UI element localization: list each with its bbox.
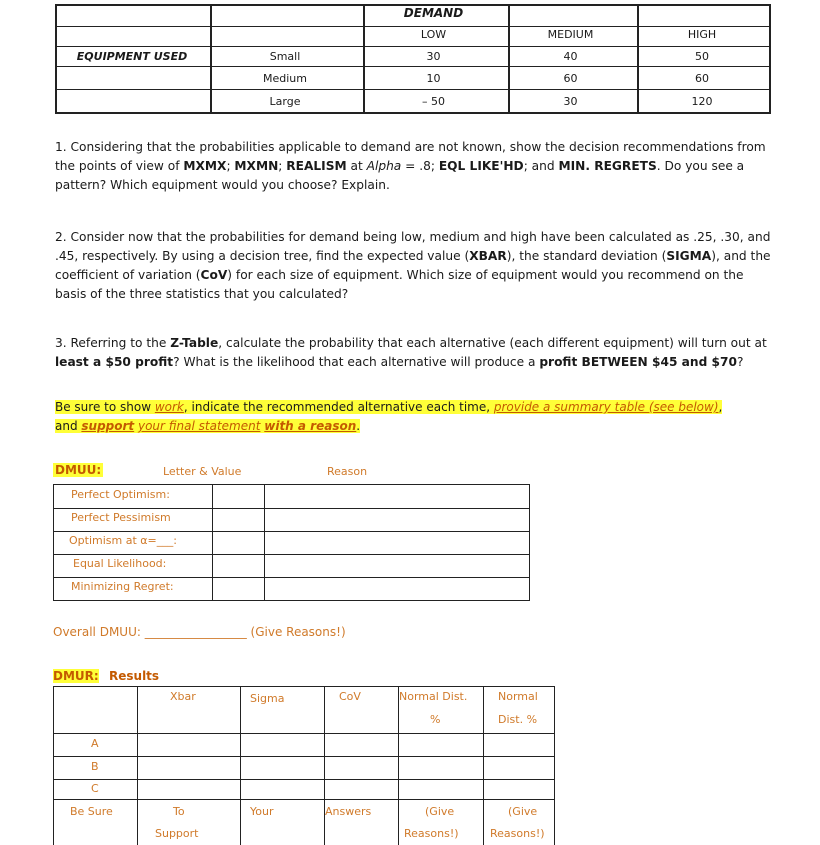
last-row-to: To — [173, 805, 185, 818]
small-low: 30 — [426, 50, 441, 63]
work-link[interactable]: work — [154, 400, 184, 414]
col-high: HIGH — [687, 28, 717, 41]
col-cov: CoV — [339, 690, 361, 703]
question-2: 2. Consider now that the probabilities for demand being low, medium and high have been calculated as .25, .30, and .45, respectively. By using a decision tree, find the expected value (XBAR), the standard deviation (SIGMA), and the coefficient of variation (CoV) for each size of equipment. Which size of equipment would you recommend on the basis of the three statistics that you calculated? — [55, 230, 771, 301]
question-1: 1. Considering that the probabilities applicable to demand are not known, show the decision recommendations from the points of view of MXMX; MXMN; REALISM at Alpha = .8; EQL LIKE'HD; and MIN. REGRETS. Do you see a pattern? Which equipment would you choose? Explain. — [55, 140, 766, 192]
row-medium-label: Medium — [263, 72, 307, 85]
last-row-support: Support — [155, 827, 199, 840]
last-row-give-2: (Give — [508, 805, 538, 818]
demand-header: DEMAND — [403, 6, 464, 20]
dmuu-row-alpha: Optimism at α=___: — [69, 534, 177, 547]
row-b: B — [91, 760, 99, 773]
row-c: C — [91, 782, 99, 795]
letter-value-header: Letter & Value — [163, 465, 242, 478]
small-high: 50 — [695, 50, 709, 63]
row-large-label: Large — [269, 95, 301, 108]
last-row-your: Your — [250, 805, 274, 818]
col-normal-dist: Normal Dist. — [399, 690, 468, 703]
dmur-results-label: Results — [109, 669, 160, 683]
equipment-used-label: EQUIPMENT USED — [76, 50, 188, 63]
dmuu-row-optimism: Perfect Optimism: — [71, 488, 170, 501]
dmuu-row-equal: Equal Likelihood: — [73, 557, 167, 570]
col-low: LOW — [420, 28, 447, 41]
medium-low: 10 — [426, 72, 441, 85]
instructions-note: Be sure to show work, indicate the recommended alternative each time, provide a summary table (see below), and support your final statement with a reason. — [55, 400, 723, 433]
last-row-be-sure: Be Sure — [70, 805, 113, 818]
dmuu-heading: DMUU: — [55, 463, 102, 477]
row-a: A — [91, 737, 99, 750]
reason-link[interactable]: with a reason — [264, 419, 357, 433]
dmuu-row-regret: Minimizing Regret: — [71, 580, 174, 593]
col-medium: MEDIUM — [547, 28, 594, 41]
col-normal: Normal — [498, 690, 538, 703]
large-high: 120 — [691, 95, 713, 108]
last-row-reasons-2: Reasons!) — [490, 827, 545, 840]
large-medium: 30 — [563, 95, 578, 108]
final-statement-link[interactable]: your final statement — [137, 419, 261, 433]
medium-medium: 60 — [563, 72, 578, 85]
row-small-label: Small — [269, 50, 301, 63]
medium-high: 60 — [695, 72, 709, 85]
col-xbar: Xbar — [170, 690, 196, 703]
col-normal-dist-pct: % — [430, 713, 441, 726]
support-link[interactable]: support — [81, 419, 135, 433]
dmur-heading: DMUR: — [53, 669, 99, 683]
dmuu-row-pessimism: Perfect Pessimism — [71, 511, 171, 524]
dmur-table — [53, 686, 555, 845]
col-sigma: Sigma — [250, 692, 285, 705]
col-normal-pct: Dist. % — [498, 713, 538, 726]
overall-dmuu: Overall DMUU: _________________ (Give Reasons!) — [53, 625, 346, 639]
small-medium: 40 — [563, 50, 578, 63]
last-row-answers: Answers — [325, 805, 372, 818]
last-row-give-1: (Give — [425, 805, 455, 818]
last-row-reasons-1: Reasons!) — [404, 827, 459, 840]
reason-header: Reason — [327, 465, 368, 478]
question-3: 3. Referring to the Z-Table, calculate the probability that each alternative (each different equipment) will turn out at least a $50 profit? What is the likelihood that each alternative will produce a profit BETWEEN $45 and $70? — [55, 336, 767, 369]
large-low: – 50 — [422, 95, 445, 108]
summary-table-link[interactable]: provide a summary table (see below) — [493, 400, 719, 414]
